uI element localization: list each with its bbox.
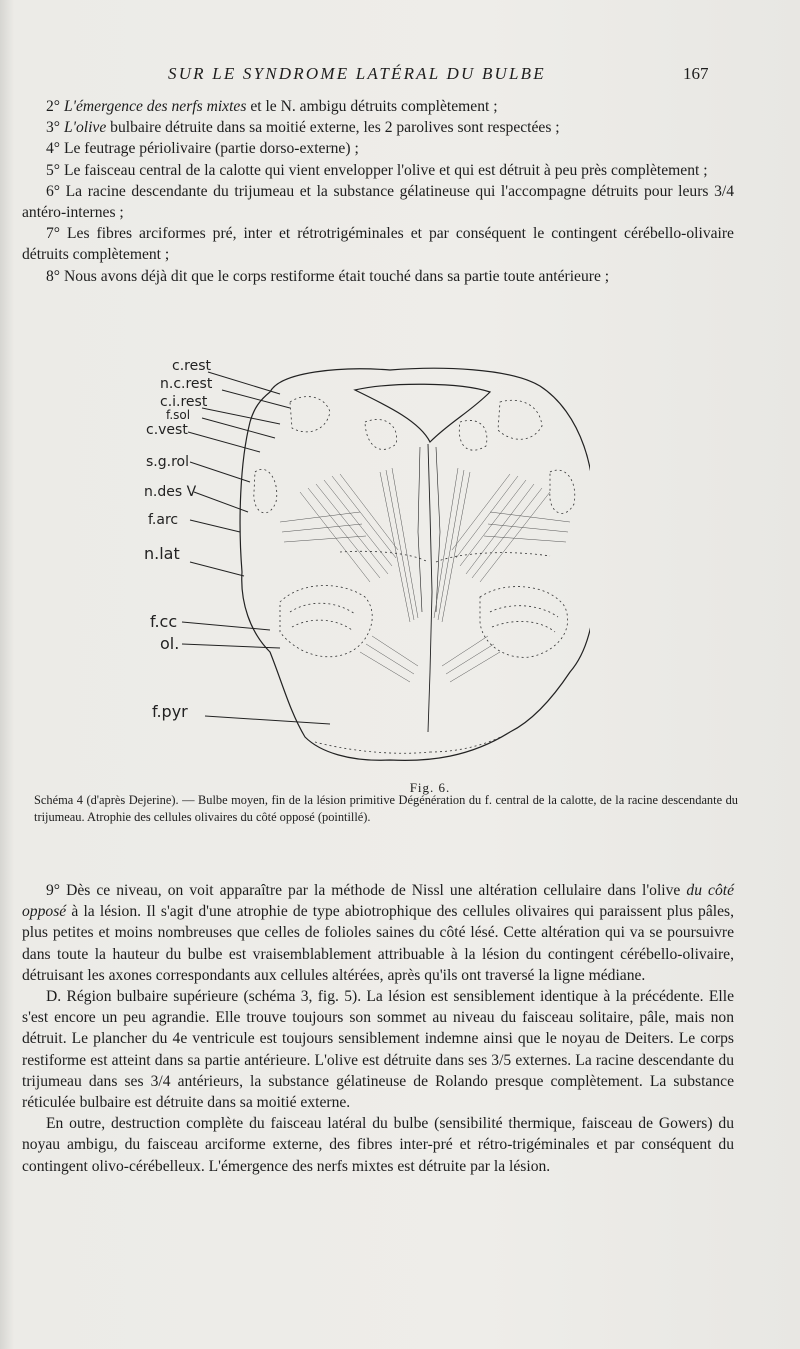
medulla-outline	[240, 368, 590, 760]
list-item: 2° L'émergence des nerfs mixtes et le N. ambigu détruits complètement ;	[46, 98, 498, 115]
label-n-des-v: n.des V	[144, 484, 197, 500]
paragraph: 9° Dès ce niveau, on voit apparaître par la méthode de Nissl une altération cellulaire dans l'olive du côté opposé à la lésion. Il s'agit d'une atrophie de type abiotrophique des cellules olivaires qui paraissent plus pâles, plus petites et moins nombreuses que celles de folioles saines du côté lésé. Cette altération qui va se poursuivre dans toute la hauteur du bulbe est vraisemblablement attribuable à la lésion du contingent cérébello-olivaire, détruisant les axones correspondants aux cellules altérées, après qu'ils ont traversé la ligne médiane.	[22, 882, 734, 984]
label-f-arc: f.arc	[148, 512, 179, 528]
label-n-lat: n.lat	[144, 544, 180, 563]
label-c-rest: c.rest	[172, 358, 211, 374]
caption-text: Schéma 4 (d'après Dejerine). — Bulbe moyen, fin de la lésion primitive Dégénération du f. central de la calotte, de la racine descendante du trijumeau. Atrophie des cellules olivaires du côté opposé (pointillé).	[34, 793, 738, 824]
label-c-i-rest: c.i.rest	[160, 394, 208, 410]
paragraph: D. Région bulbaire supérieure (schéma 3, fig. 5). La lésion est sensiblement identique à la précédente. Elle s'est encore un peu agrandie. Elle trouve toujours son sommet au niveau du faisceau solitaire, pâle, mais non détruit. Le plancher du 4e ventricule est toujours sensiblement indemne ainsi que le noyau de Deiters. Le corps restiforme est atteint dans sa partie antérieure. L'olive est détruite dans ses 3/5 externes. La racine descendante du trijumeau dans ses 3/4 antérieurs, la substance gélatineuse de Rolando presque complètement. La substance réticulée bulbaire est détruite dans sa moitié externe.	[22, 988, 734, 1112]
list-item: 3° L'olive bulbaire détruite dans sa moitié externe, les 2 parolives sont respectées ;	[46, 119, 560, 137]
label-f-pyr: f.pyr	[152, 702, 188, 721]
page-number: 167	[683, 64, 709, 83]
list-item: 7° Les fibres arciformes pré, inter et rétrotrigéminales et par conséquent le contingent cérébello-olivaire détruits complètement ;	[22, 225, 734, 264]
body-text	[22, 880, 734, 1177]
label-c-vest: c.vest	[146, 422, 188, 438]
medulla-schema-figure	[130, 352, 590, 772]
medulla-drawing	[130, 352, 590, 772]
list-item: 8° Nous avons déjà dit que le corps restiforme était touché dans sa partie toute antérieure ;	[46, 267, 610, 285]
figure-caption	[34, 792, 738, 826]
label-s-g-rol: s.g.rol	[146, 454, 189, 470]
label-ol: ol.	[160, 634, 180, 653]
paragraph: En outre, destruction complète du faisceau latéral du bulbe (sensibilité thermique, faisceau de Gowers) du noyau ambigu, du faisceau arciforme externe, des fibres inter-pré et rétro-trigéminales et par conséquent du contingent olivo-cérébelleux. L'émergence des nerfs mixtes est détruite par la lésion.	[22, 1115, 734, 1175]
fourth-ventricle	[355, 384, 490, 442]
page-header	[0, 64, 800, 86]
lesion-list	[22, 96, 734, 287]
label-n-c-rest: n.c.rest	[160, 376, 213, 392]
list-item: 4° Le feutrage périolivaire (partie dorso-externe) ;	[46, 140, 359, 158]
list-item: 6° La racine descendante du trijumeau et la substance gélatineuse qui l'accompagne détruits pour leurs 3/4 antéro-internes ;	[22, 182, 734, 222]
running-head: SUR LE SYNDROME LATÉRAL DU BULBE	[168, 64, 546, 83]
figure-number: Fig. 6.	[409, 780, 451, 795]
list-item: 5° Le faisceau central de la calotte qui vient envelopper l'olive et qui est détruit à peu près complètement ;	[46, 161, 708, 179]
label-f-cc: f.cc	[150, 612, 178, 631]
label-f-sol: f.sol	[166, 408, 191, 422]
